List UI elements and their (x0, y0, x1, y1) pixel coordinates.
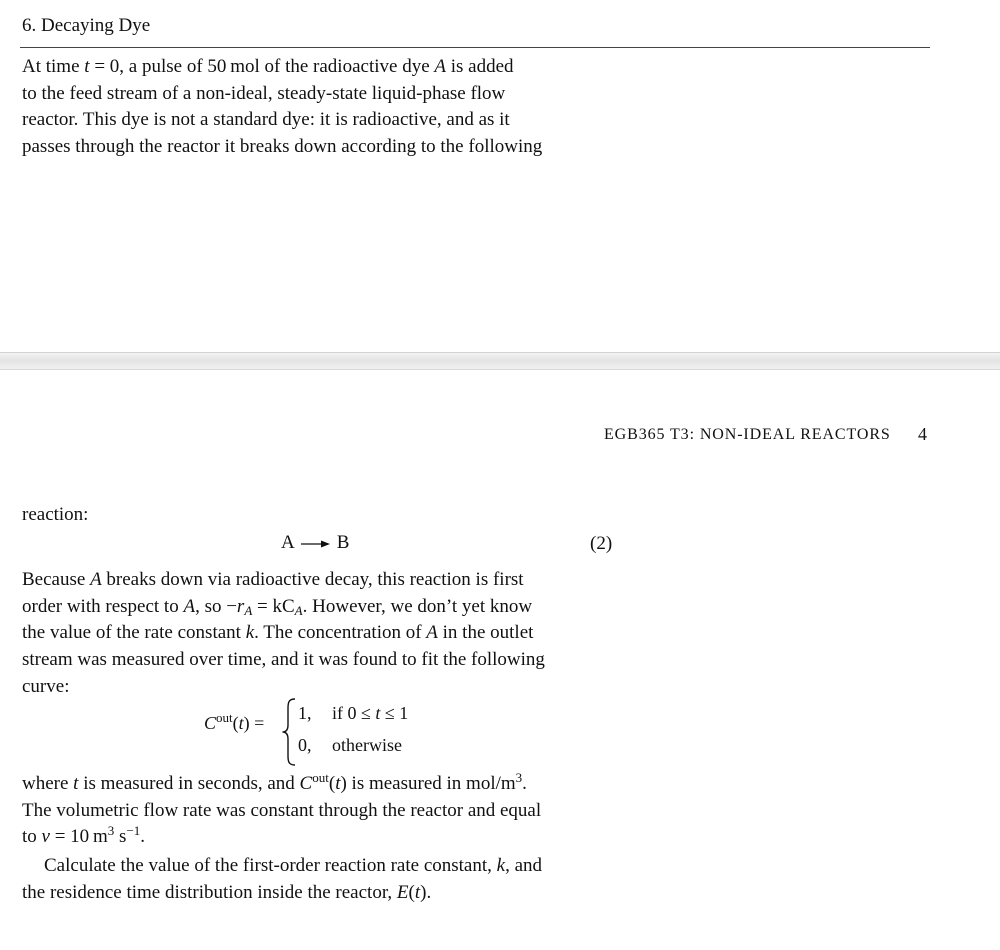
running-header: EGB365 T3: NON-IDEAL REACTORS (604, 426, 891, 443)
intro-line-1: At time t = 0, a pulse of 50 mol of the radioactive dye A is added (22, 56, 514, 77)
units-line-2: The volumetric flow rate was constant through the reactor and equal (22, 799, 542, 821)
case-2-condition: otherwise (332, 735, 402, 755)
equation-number: (2) (590, 533, 613, 554)
units-line-1: where t is measured in seconds, and $C^{out}(t)$ is measured in mol/$m^3$. (22, 770, 527, 794)
page-number: 4 (918, 424, 927, 444)
reactant: A (281, 532, 295, 553)
rate-line-1: Because A breaks down via radioactive decay, this reaction is first (22, 569, 524, 590)
arrow-icon (301, 531, 331, 557)
rate-line-4: stream was measured over time, and it was found to fit the following (22, 649, 545, 671)
section-title: 6. Decaying Dye (22, 15, 151, 36)
question-line-2: the residence time distribution inside the reactor, E(t). (22, 881, 432, 903)
intro-line-3: reactor. This dye is not a standard dye: it is radioactive, and as it (22, 109, 510, 131)
left-brace-icon (281, 697, 297, 767)
case-1-condition: if 0 ≤ t ≤ 1 (332, 703, 409, 723)
intro-line-2: to the feed stream of a non-ideal, steady-state liquid-phase flow (22, 82, 506, 104)
rate-line-5: curve: (22, 675, 70, 697)
reaction-equation (281, 530, 349, 557)
question-paragraph (22, 853, 542, 906)
intro-paragraph (22, 54, 542, 161)
question-line-1: Calculate the value of the first-order reaction rate constant, k, and (44, 855, 543, 876)
section-rule (20, 47, 930, 48)
units-paragraph (22, 771, 541, 851)
case-2-value: 0, (298, 735, 312, 755)
rate-line-3: the value of the rate constant k. The concentration of A in the outlet (22, 622, 534, 644)
units-line-3: to v = 10 $m^3$ $s^{-1}$. (22, 823, 146, 848)
reaction-label: reaction: (22, 504, 89, 525)
case-1-value: 1, (298, 703, 312, 723)
page-break-divider (0, 352, 1000, 370)
rate-line-2: order with respect to A, so $-r_A = kC_A$. However, we don’t yet know (22, 595, 533, 618)
intro-line-4: passes through the reactor it breaks down according to the following (22, 136, 543, 158)
rate-paragraph (22, 567, 545, 701)
piecewise-lhs: $C^{out}(t)$ = (204, 710, 265, 733)
product: B (336, 532, 350, 553)
